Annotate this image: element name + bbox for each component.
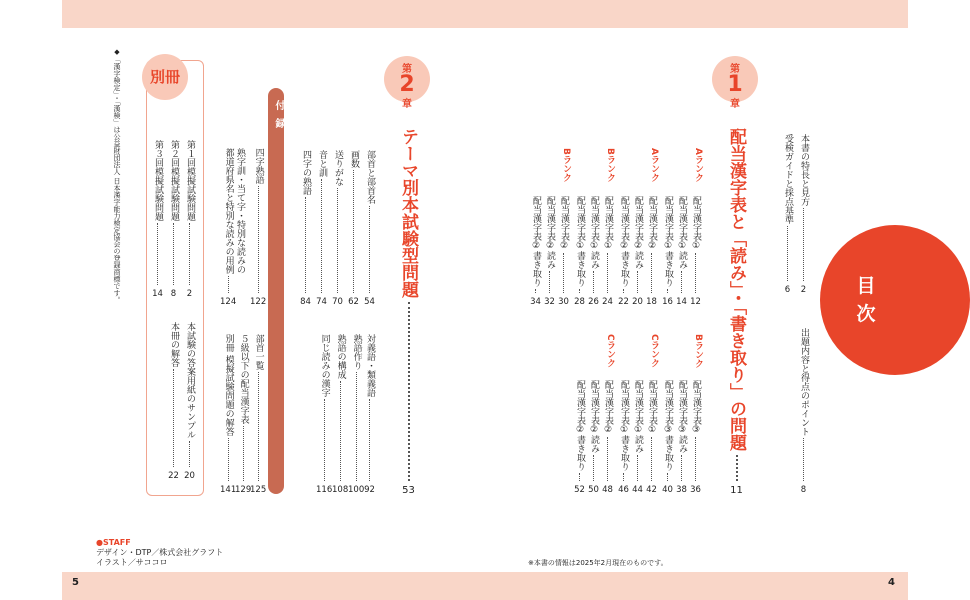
entry-label: 配当漢字表①書き取り [663,196,673,287]
entry-page: 116 [316,485,333,495]
leader-dots [803,438,804,481]
entry-page: 125 [250,485,267,495]
chapter2-page: 53 [402,485,415,496]
top-band [62,0,908,28]
toc-entry[interactable] [588,380,599,496]
furoku-label: 付録 [273,100,284,136]
entry-label: 配当漢字表②書き取り [531,196,541,287]
entry-label: 配当漢字表②書き取り [619,196,629,287]
mokuji-tab [820,225,970,375]
entry-label: 本冊の解答 [169,322,179,367]
chapter2-sho: 章 [402,99,412,110]
entry-page: 2 [800,285,807,295]
entry-label: 配当漢字表②読み [545,196,555,269]
toc-entry[interactable] [332,150,343,308]
entry-label: 配当漢字表①書き取り [619,380,629,471]
entry-page: 100 [348,485,365,495]
entry-label: 第３回模擬試験問題 [153,140,163,221]
leader-dots [736,455,738,481]
leader-dots [787,226,788,281]
chapter1-badge [712,56,758,110]
leader-dots [258,186,259,293]
entry-page: 22 [618,297,629,307]
rank-label-c: Cランク [605,334,615,368]
toc-entry[interactable] [646,196,657,308]
chapter2-dai: 第 [402,64,412,75]
entry-label: 配当漢字表② [559,196,569,251]
entry-label: 第２回模擬試験問題 [169,140,179,221]
entry-page: 38 [676,485,687,495]
toc-entry[interactable] [632,380,643,496]
toc-entry[interactable] [662,196,673,308]
entry-page: 84 [300,297,311,307]
leader-dots [189,223,190,285]
chapter2-title[interactable] [396,128,421,496]
entry-label: 四字の熟語 [301,150,311,195]
entry-label: 熟語作り [351,334,362,370]
entry-label: 第１回模擬試験問題 [185,140,195,221]
toc-entry[interactable] [168,140,179,300]
entry-label: 部首と部首名 [365,150,375,204]
entry-page: 32 [544,297,555,307]
leader-dots [681,271,682,293]
leader-dots [228,438,229,481]
bottom-band [62,572,908,600]
entry-label: 配当漢字表①読み [589,196,599,269]
entry-label: 配当漢字表③ [691,380,701,435]
toc-entry[interactable] [348,150,359,308]
entry-label: 配当漢字表②読み [633,196,643,269]
furoku-bar [268,88,284,494]
entry-label: 熟語の構成 [335,334,346,379]
toc-entry[interactable] [574,380,585,496]
toc-entry[interactable] [364,334,375,496]
entry-page: 16 [662,297,673,307]
entry-page: 44 [632,485,643,495]
entry-label: 都道府県名と特別な読みの用例 [223,148,234,274]
leader-dots [337,188,338,293]
toc-entry[interactable] [235,334,251,496]
leader-dots [157,223,158,285]
entry-page: 28 [574,297,585,307]
entry-page: 26 [588,297,599,307]
entry-label: 別冊 模擬試験問題の解答 [223,334,234,436]
toc-entry[interactable] [690,380,701,496]
toc-entry[interactable] [676,196,687,308]
entry-page: 42 [646,485,657,495]
entry-label: 本試験の答案用紙のサンプル [185,322,195,439]
bessatsu-badge: 別冊 [142,54,188,100]
leader-dots [243,426,244,481]
leader-dots [340,381,341,481]
toc-entry[interactable] [690,196,701,308]
toc-entry[interactable] [588,196,599,308]
toc-entry[interactable] [332,334,348,496]
leader-dots [695,437,696,481]
leader-dots [681,455,682,481]
leader-dots [228,276,229,293]
entry-page: 54 [364,297,375,307]
toc-entry[interactable] [602,380,613,496]
leader-dots [593,271,594,293]
leader-dots [305,197,306,293]
rank-label-c: Cランク [649,334,659,368]
toc-entry[interactable] [316,334,332,496]
entry-page: 22 [168,471,179,481]
entry-label: 熟字訓・当て字・特別な読みの [235,148,245,274]
entry-label: 配当漢字表③書き取り [663,380,673,471]
toc-entry[interactable] [152,140,163,300]
page-number-right: 4 [888,577,895,588]
toc-entry[interactable] [676,380,687,496]
trademark-note: ◆「漢字検定」・「漢検」は公益財団法人 日本漢字能力検定協会の登録商標です。 [113,48,121,304]
toc-entry[interactable] [574,196,585,308]
chapter2-badge [384,56,430,110]
leader-dots [651,437,652,481]
toc-entry[interactable] [544,196,555,308]
toc-entry-intro[interactable] [798,134,809,296]
rank-label-a: Aランク [693,148,703,182]
entry-label: 配当漢字表② [603,380,613,435]
entry-page: 40 [662,485,673,495]
entry-label: 配当漢字表② [647,196,657,251]
entry-page: 18 [646,297,657,307]
leader-dots [637,271,638,293]
entry-page: 108 [332,485,349,495]
leader-dots [579,289,580,293]
entry-page: 48 [602,485,613,495]
entry-label: 配当漢字表① [603,196,613,251]
toc-entry[interactable] [168,322,179,482]
leader-dots [173,223,174,285]
entry-page: 24 [602,297,613,307]
entry-label: 部首一覧 [253,334,264,370]
staff-illust: イラスト／サココロ [96,558,168,567]
entry-label: 配当漢字表① [647,380,657,435]
toc-entry[interactable] [618,380,629,496]
entry-page: 124 [220,297,237,307]
leader-dots [607,437,608,481]
entry-page: 34 [530,297,541,307]
toc-entry[interactable] [348,334,364,496]
entry-page: 122 [250,297,267,307]
leader-dots [356,372,357,481]
toc-entry[interactable] [250,334,266,496]
leader-dots [535,289,536,293]
leader-dots [549,271,550,293]
entry-label: 配当漢字表②読み [589,380,599,453]
toc-entry[interactable] [558,196,569,308]
chapter1-sho: 章 [730,99,740,110]
leader-dots [189,441,190,467]
toc-entry[interactable] [184,322,195,482]
entry-label: ５級以下の配当漢字表 [238,334,249,424]
entry-page: 12 [690,297,701,307]
leader-dots [408,302,410,481]
leader-dots [173,369,174,467]
chapter1-number: 1 [727,72,743,97]
entry-page: 141 [220,485,237,495]
rank-label-b: Bランク [561,148,571,182]
toc-entry[interactable] [220,148,236,308]
entry-page: 2 [186,289,193,299]
toc-entry[interactable] [632,196,643,308]
toc-entry-intro[interactable] [798,328,809,496]
toc-entry[interactable] [530,196,541,308]
leader-dots [623,289,624,293]
entry-label: 配当漢字表①書き取り [575,196,585,287]
entry-label: 配当漢字表①読み [677,196,687,269]
leader-dots [593,455,594,481]
entry-page: 92 [364,485,375,495]
leader-dots [353,170,354,293]
entry-label: 対義語・類義語 [365,334,375,397]
chapter1-dai: 第 [730,64,740,75]
mokuji-char-1: 目 [856,275,876,297]
toc-entry[interactable] [662,380,673,496]
toc-entry[interactable] [300,150,311,308]
info-note: ※本書の情報は2025年2月現在のものです。 [528,559,668,567]
entry-page: 52 [574,485,585,495]
entry-label: 受検ガイドと採点基準 [783,134,793,224]
rank-label-b: Bランク [693,334,703,368]
entry-page: 8 [170,289,177,299]
entry-label: 出題内容と得点のポイント [799,328,809,436]
leader-dots [369,206,370,293]
entry-label: 同じ読みの漢字 [319,334,330,397]
leader-dots [623,473,624,481]
leader-dots [803,208,804,281]
leader-dots [563,253,564,293]
leader-dots [607,253,608,293]
entry-page: 20 [184,471,195,481]
toc-entry[interactable] [618,196,629,308]
leader-dots [651,253,652,293]
toc-entry[interactable] [250,148,266,308]
entry-page: 129 [235,485,252,495]
entry-page: 6 [784,285,791,295]
entry-label: 配当漢字表②書き取り [575,380,585,471]
rank-label-b: Bランク [605,148,615,182]
toc-entry-intro[interactable] [782,134,793,296]
chapter1-page: 11 [730,485,743,496]
staff-design: デザイン・DTP／株式会社グラフト [96,548,224,557]
entry-page: 30 [558,297,569,307]
leader-dots [667,289,668,293]
entry-label: 画数 [349,150,359,168]
chapter1-title[interactable] [724,128,749,496]
entry-label: 四字熟語 [253,148,264,184]
leader-dots [579,473,580,481]
toc-entry[interactable] [220,334,236,496]
entry-label: 音と訓 [317,150,327,177]
toc-entry[interactable] [364,150,375,308]
leader-dots [369,399,370,481]
chapter1-title-text: 配当漢字表と「読み」・「書き取り」の問題 [726,128,746,451]
mokuji-char-2: 次 [856,303,876,325]
leader-dots [258,372,259,481]
entry-page: 70 [332,297,343,307]
entry-label: 配当漢字表①読み [633,380,643,453]
entry-page: 62 [348,297,359,307]
entry-page: 8 [800,485,807,495]
mokuji-title [846,272,886,328]
leader-dots [695,253,696,293]
entry-label: 配当漢字表① [691,196,701,251]
leader-dots [321,179,322,293]
page-number-left: 5 [72,577,79,588]
staff-credits [96,538,223,568]
entry-page: 14 [676,297,687,307]
toc-entry[interactable] [602,196,613,308]
entry-page: 36 [690,485,701,495]
entry-page: 14 [152,289,163,299]
entry-page: 20 [632,297,643,307]
leader-dots [667,473,668,481]
entry-page: 46 [618,485,629,495]
toc-entry[interactable] [316,150,327,308]
toc-entry[interactable] [184,140,195,300]
leader-dots [637,455,638,481]
entry-page: 74 [316,297,327,307]
toc-entry[interactable] [646,380,657,496]
entry-label: 本書の特長と見方 [799,134,809,206]
entry-label: 送りがな [333,150,343,186]
staff-title: ●STAFF [96,538,131,547]
entry-page: 50 [588,485,599,495]
entry-label: 配当漢字表③読み [677,380,687,453]
chapter2-number: 2 [399,72,415,97]
rank-label-a: Aランク [649,148,659,182]
leader-dots [324,399,325,481]
chapter2-title-text: テーマ別本試験型問題 [398,128,418,298]
